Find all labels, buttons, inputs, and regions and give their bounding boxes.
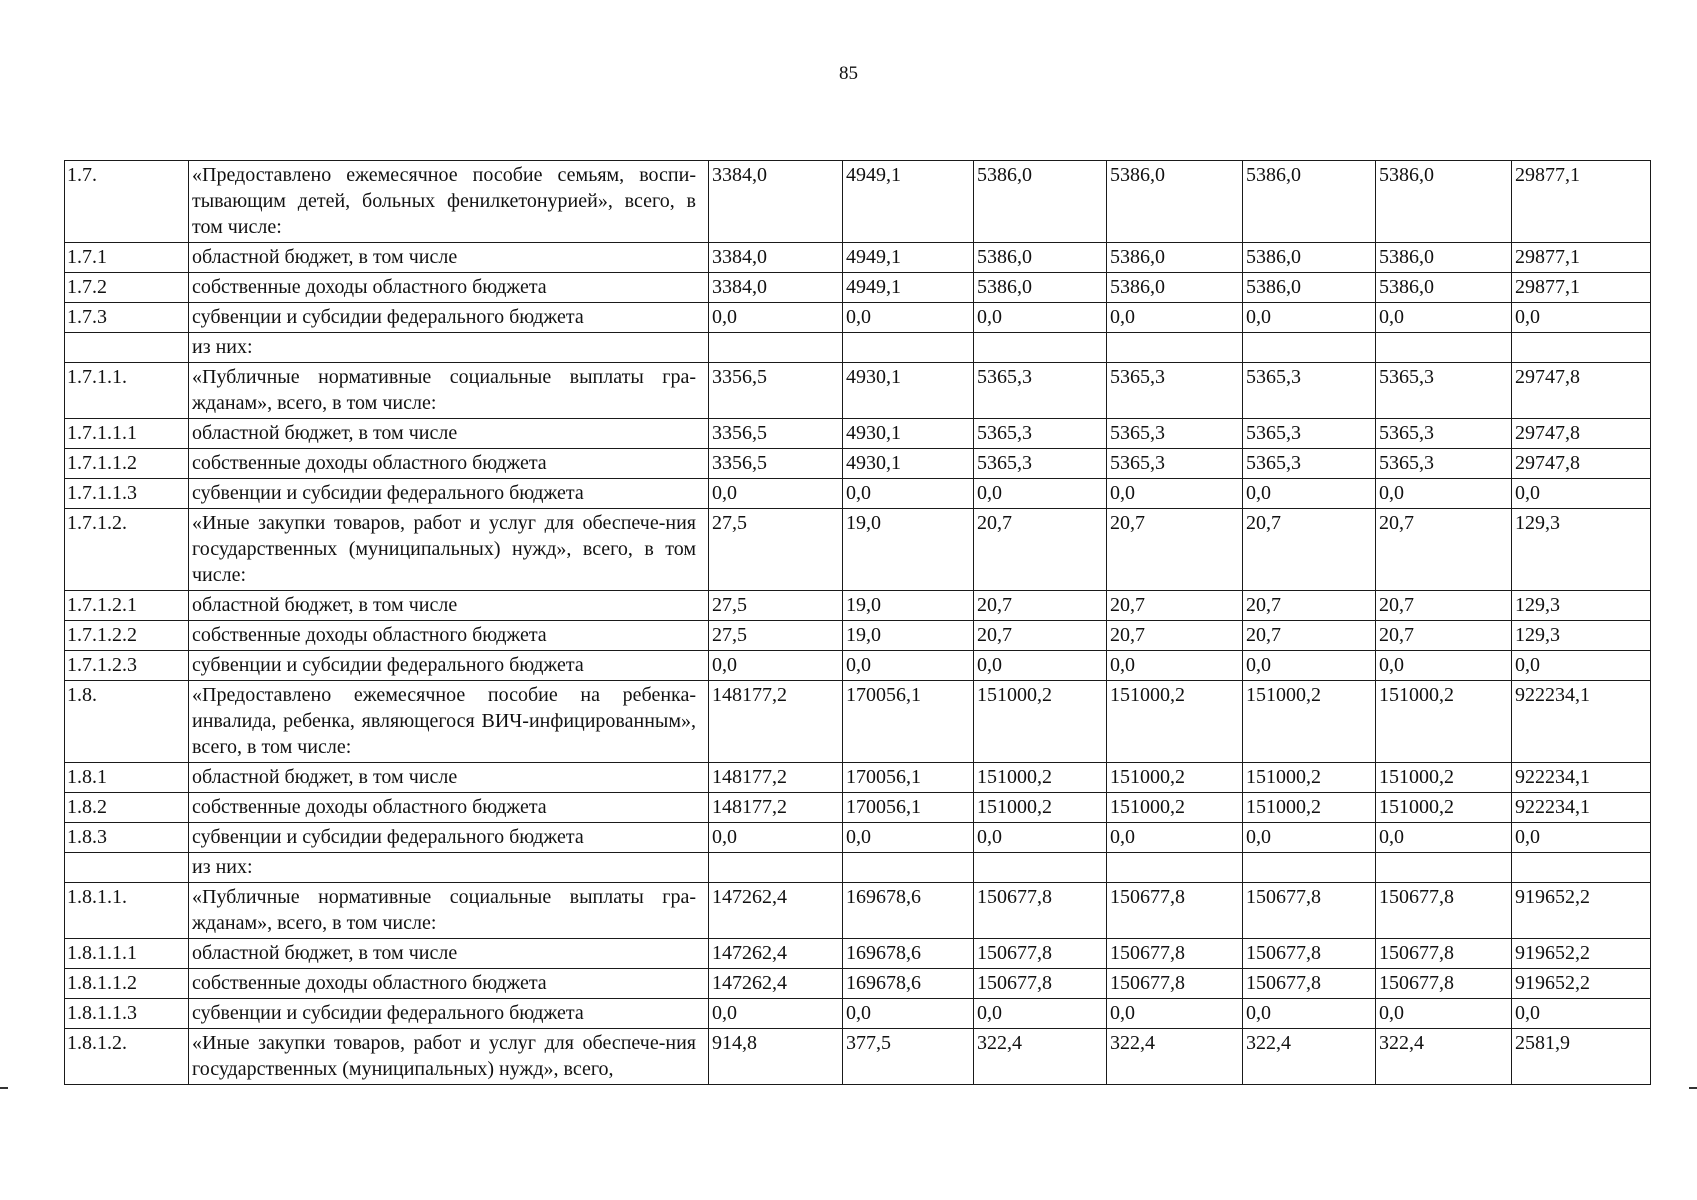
- row-value-3: 322,4: [974, 1029, 1107, 1085]
- row-value-2: 169678,6: [843, 883, 974, 939]
- row-value-6: 322,4: [1376, 1029, 1512, 1085]
- row-value-2: 0,0: [843, 479, 974, 509]
- row-value-4: 150677,8: [1107, 969, 1243, 999]
- row-value-3: 151000,2: [974, 793, 1107, 823]
- row-value-3: 150677,8: [974, 939, 1107, 969]
- table-row: [65, 763, 1651, 793]
- row-value-4: 0,0: [1107, 479, 1243, 509]
- row-value-3: [974, 853, 1107, 883]
- row-value-2: 4930,1: [843, 363, 974, 419]
- table-row: [65, 939, 1651, 969]
- row-value-4: 5365,3: [1107, 363, 1243, 419]
- row-value-3: 5365,3: [974, 363, 1107, 419]
- row-value-7: [1512, 853, 1651, 883]
- row-value-1: 147262,4: [709, 883, 843, 939]
- row-value-6: 151000,2: [1376, 763, 1512, 793]
- row-code: 1.7.1.2.: [65, 509, 189, 591]
- table-row: [65, 999, 1651, 1029]
- row-value-5: 5365,3: [1243, 419, 1376, 449]
- row-value-3: 0,0: [974, 999, 1107, 1029]
- row-name: из них:: [189, 333, 709, 363]
- row-value-4: 322,4: [1107, 1029, 1243, 1085]
- row-name: областной бюджет, в том числе: [189, 419, 709, 449]
- row-value-4: 20,7: [1107, 621, 1243, 651]
- row-value-4: 5386,0: [1107, 243, 1243, 273]
- row-value-3: 150677,8: [974, 883, 1107, 939]
- row-value-6: 0,0: [1376, 303, 1512, 333]
- row-value-3: 5386,0: [974, 161, 1107, 243]
- row-value-7: 29877,1: [1512, 273, 1651, 303]
- row-value-1: 3356,5: [709, 363, 843, 419]
- row-value-4: 20,7: [1107, 591, 1243, 621]
- row-value-3: 20,7: [974, 621, 1107, 651]
- row-value-2: 4949,1: [843, 161, 974, 243]
- row-value-4: 151000,2: [1107, 763, 1243, 793]
- row-value-4: 151000,2: [1107, 793, 1243, 823]
- table-row: [65, 1029, 1651, 1085]
- row-value-7: 29877,1: [1512, 161, 1651, 243]
- scan-edge-mark-left: [0, 1087, 8, 1089]
- row-value-1: 3384,0: [709, 243, 843, 273]
- row-value-2: 0,0: [843, 303, 974, 333]
- table-row: [65, 161, 1651, 243]
- row-value-3: 0,0: [974, 823, 1107, 853]
- row-value-5: [1243, 853, 1376, 883]
- table-row: [65, 333, 1651, 363]
- row-name: собственные доходы областного бюджета: [189, 449, 709, 479]
- row-code: 1.7.1.1.3: [65, 479, 189, 509]
- row-value-5: 0,0: [1243, 479, 1376, 509]
- row-value-7: 29747,8: [1512, 363, 1651, 419]
- row-value-5: 5386,0: [1243, 161, 1376, 243]
- budget-table: [64, 160, 1651, 1085]
- table-row: [65, 303, 1651, 333]
- table-row: [65, 681, 1651, 763]
- row-value-7: 0,0: [1512, 999, 1651, 1029]
- row-value-1: [709, 853, 843, 883]
- row-value-2: [843, 333, 974, 363]
- row-value-4: 20,7: [1107, 509, 1243, 591]
- row-value-3: 0,0: [974, 303, 1107, 333]
- row-value-5: 20,7: [1243, 591, 1376, 621]
- row-value-7: 0,0: [1512, 479, 1651, 509]
- row-name: субвенции и субсидии федерального бюджета: [189, 651, 709, 681]
- row-code: 1.8.3: [65, 823, 189, 853]
- row-value-6: 0,0: [1376, 823, 1512, 853]
- row-value-1: 3384,0: [709, 161, 843, 243]
- row-code: 1.7.2: [65, 273, 189, 303]
- row-value-6: 0,0: [1376, 479, 1512, 509]
- row-name: «Предоставлено ежемесячное пособие на ребенка-инвалида, ребенка, являющегося ВИЧ-инфицированным», всего, в том числе:: [189, 681, 709, 763]
- row-value-2: 4930,1: [843, 449, 974, 479]
- row-value-2: 169678,6: [843, 969, 974, 999]
- row-value-4: 0,0: [1107, 999, 1243, 1029]
- row-value-2: 0,0: [843, 999, 974, 1029]
- row-value-7: 0,0: [1512, 651, 1651, 681]
- row-value-1: 147262,4: [709, 939, 843, 969]
- table-row: [65, 449, 1651, 479]
- row-value-5: 151000,2: [1243, 763, 1376, 793]
- row-value-5: 20,7: [1243, 621, 1376, 651]
- row-value-5: 0,0: [1243, 999, 1376, 1029]
- row-value-6: 5365,3: [1376, 419, 1512, 449]
- row-name: собственные доходы областного бюджета: [189, 273, 709, 303]
- row-value-6: 5386,0: [1376, 243, 1512, 273]
- row-value-1: 27,5: [709, 591, 843, 621]
- row-value-1: 914,8: [709, 1029, 843, 1085]
- row-value-2: 0,0: [843, 651, 974, 681]
- row-value-2: 19,0: [843, 621, 974, 651]
- table-row: [65, 479, 1651, 509]
- row-code: 1.7.: [65, 161, 189, 243]
- row-value-1: 0,0: [709, 479, 843, 509]
- row-value-3: [974, 333, 1107, 363]
- table-row: [65, 969, 1651, 999]
- row-value-6: 5386,0: [1376, 273, 1512, 303]
- row-value-7: [1512, 333, 1651, 363]
- row-value-4: 151000,2: [1107, 681, 1243, 763]
- row-value-6: [1376, 333, 1512, 363]
- row-value-5: 0,0: [1243, 823, 1376, 853]
- table-row: [65, 621, 1651, 651]
- row-name: субвенции и субсидии федерального бюджета: [189, 823, 709, 853]
- table-row: [65, 591, 1651, 621]
- row-value-6: 20,7: [1376, 591, 1512, 621]
- row-code: 1.8.: [65, 681, 189, 763]
- row-value-5: 5386,0: [1243, 243, 1376, 273]
- row-value-2: 377,5: [843, 1029, 974, 1085]
- row-value-1: 0,0: [709, 823, 843, 853]
- row-code: 1.8.1.1.: [65, 883, 189, 939]
- row-value-2: 170056,1: [843, 793, 974, 823]
- table-row: [65, 853, 1651, 883]
- row-value-3: 5386,0: [974, 273, 1107, 303]
- row-value-3: 150677,8: [974, 969, 1107, 999]
- row-code: 1.8.1: [65, 763, 189, 793]
- row-value-4: 0,0: [1107, 303, 1243, 333]
- row-value-7: 919652,2: [1512, 939, 1651, 969]
- row-value-3: 0,0: [974, 651, 1107, 681]
- row-value-7: 129,3: [1512, 509, 1651, 591]
- row-value-5: 150677,8: [1243, 939, 1376, 969]
- row-value-1: [709, 333, 843, 363]
- row-code: 1.7.1.1.2: [65, 449, 189, 479]
- row-value-7: 919652,2: [1512, 883, 1651, 939]
- row-value-5: 5365,3: [1243, 449, 1376, 479]
- row-value-4: [1107, 853, 1243, 883]
- table-row: [65, 273, 1651, 303]
- table-row: [65, 363, 1651, 419]
- row-value-1: 27,5: [709, 509, 843, 591]
- row-code: [65, 333, 189, 363]
- row-code: 1.7.1.1.1: [65, 419, 189, 449]
- row-value-5: 0,0: [1243, 651, 1376, 681]
- table-row: [65, 823, 1651, 853]
- row-name: «Предоставлено ежемесячное пособие семьям, воспи-тывающим детей, больных фенилкетонурией», всего, в том числе:: [189, 161, 709, 243]
- row-value-4: 0,0: [1107, 823, 1243, 853]
- row-value-1: 147262,4: [709, 969, 843, 999]
- row-value-6: [1376, 853, 1512, 883]
- row-value-1: 0,0: [709, 999, 843, 1029]
- row-value-2: 19,0: [843, 509, 974, 591]
- row-value-6: 20,7: [1376, 621, 1512, 651]
- row-value-6: 0,0: [1376, 651, 1512, 681]
- row-value-4: 5365,3: [1107, 419, 1243, 449]
- row-value-1: 27,5: [709, 621, 843, 651]
- row-value-5: 151000,2: [1243, 793, 1376, 823]
- row-value-6: 151000,2: [1376, 681, 1512, 763]
- row-value-2: 19,0: [843, 591, 974, 621]
- row-name: областной бюджет, в том числе: [189, 591, 709, 621]
- row-name: субвенции и субсидии федерального бюджета: [189, 303, 709, 333]
- row-name: из них:: [189, 853, 709, 883]
- row-value-3: 20,7: [974, 509, 1107, 591]
- row-value-6: 5365,3: [1376, 449, 1512, 479]
- row-value-2: 170056,1: [843, 681, 974, 763]
- row-value-6: 0,0: [1376, 999, 1512, 1029]
- table-row: [65, 651, 1651, 681]
- row-name: областной бюджет, в том числе: [189, 243, 709, 273]
- row-code: 1.8.1.1.3: [65, 999, 189, 1029]
- row-name: субвенции и субсидии федерального бюджета: [189, 479, 709, 509]
- row-value-1: 3384,0: [709, 273, 843, 303]
- row-value-5: 5365,3: [1243, 363, 1376, 419]
- row-value-7: 29747,8: [1512, 419, 1651, 449]
- row-value-2: [843, 853, 974, 883]
- page-number: 85: [839, 63, 858, 84]
- row-value-5: 151000,2: [1243, 681, 1376, 763]
- row-value-1: 148177,2: [709, 763, 843, 793]
- row-value-5: 0,0: [1243, 303, 1376, 333]
- row-code: 1.7.1.2.3: [65, 651, 189, 681]
- row-value-4: 150677,8: [1107, 883, 1243, 939]
- table-row: [65, 509, 1651, 591]
- table-row: [65, 243, 1651, 273]
- row-code: 1.7.1.1.: [65, 363, 189, 419]
- row-value-5: 150677,8: [1243, 883, 1376, 939]
- table-row: [65, 419, 1651, 449]
- row-value-7: 129,3: [1512, 591, 1651, 621]
- table-row: [65, 883, 1651, 939]
- table-body: [65, 161, 1651, 1085]
- row-name: областной бюджет, в том числе: [189, 763, 709, 793]
- row-value-7: 129,3: [1512, 621, 1651, 651]
- row-value-4: 5386,0: [1107, 273, 1243, 303]
- row-code: 1.8.2: [65, 793, 189, 823]
- row-value-1: 3356,5: [709, 419, 843, 449]
- row-value-2: 0,0: [843, 823, 974, 853]
- row-code: 1.7.3: [65, 303, 189, 333]
- row-value-4: 150677,8: [1107, 939, 1243, 969]
- row-value-7: 29877,1: [1512, 243, 1651, 273]
- row-value-2: 4930,1: [843, 419, 974, 449]
- row-value-6: 151000,2: [1376, 793, 1512, 823]
- row-value-6: 20,7: [1376, 509, 1512, 591]
- row-value-6: 150677,8: [1376, 969, 1512, 999]
- row-value-1: 148177,2: [709, 681, 843, 763]
- table-row: [65, 793, 1651, 823]
- scan-edge-mark-right: [1689, 1087, 1697, 1089]
- row-value-4: 0,0: [1107, 651, 1243, 681]
- row-value-2: 170056,1: [843, 763, 974, 793]
- row-value-4: 5365,3: [1107, 449, 1243, 479]
- row-value-6: 5386,0: [1376, 161, 1512, 243]
- row-value-7: 29747,8: [1512, 449, 1651, 479]
- row-value-6: 150677,8: [1376, 939, 1512, 969]
- row-value-7: 922234,1: [1512, 681, 1651, 763]
- row-value-3: 20,7: [974, 591, 1107, 621]
- row-value-3: 5365,3: [974, 419, 1107, 449]
- row-code: 1.8.1.1.2: [65, 969, 189, 999]
- row-name: собственные доходы областного бюджета: [189, 621, 709, 651]
- row-value-7: 2581,9: [1512, 1029, 1651, 1085]
- row-value-1: 148177,2: [709, 793, 843, 823]
- row-code: [65, 853, 189, 883]
- row-name: собственные доходы областного бюджета: [189, 969, 709, 999]
- row-value-5: 150677,8: [1243, 969, 1376, 999]
- row-value-1: 0,0: [709, 303, 843, 333]
- row-value-6: 5365,3: [1376, 363, 1512, 419]
- row-value-1: 0,0: [709, 651, 843, 681]
- row-code: 1.7.1.2.1: [65, 591, 189, 621]
- row-value-5: 322,4: [1243, 1029, 1376, 1085]
- row-value-6: 150677,8: [1376, 883, 1512, 939]
- row-name: собственные доходы областного бюджета: [189, 793, 709, 823]
- row-value-3: 151000,2: [974, 681, 1107, 763]
- row-value-7: 922234,1: [1512, 793, 1651, 823]
- row-value-2: 4949,1: [843, 273, 974, 303]
- row-name: «Публичные нормативные социальные выплаты гра-жданам», всего, в том числе:: [189, 363, 709, 419]
- row-code: 1.7.1.2.2: [65, 621, 189, 651]
- row-value-4: [1107, 333, 1243, 363]
- row-value-3: 0,0: [974, 479, 1107, 509]
- row-value-4: 5386,0: [1107, 161, 1243, 243]
- row-value-3: 5386,0: [974, 243, 1107, 273]
- row-value-2: 169678,6: [843, 939, 974, 969]
- row-code: 1.8.1.1.1: [65, 939, 189, 969]
- row-name: субвенции и субсидии федерального бюджета: [189, 999, 709, 1029]
- row-value-7: 922234,1: [1512, 763, 1651, 793]
- row-value-5: [1243, 333, 1376, 363]
- row-value-2: 4949,1: [843, 243, 974, 273]
- row-name: «Иные закупки товаров, работ и услуг для обеспече-ния государственных (муниципальных) нужд», всего, в том числе:: [189, 509, 709, 591]
- row-value-7: 0,0: [1512, 303, 1651, 333]
- row-value-3: 5365,3: [974, 449, 1107, 479]
- row-name: «Публичные нормативные социальные выплаты гра-жданам», всего, в том числе:: [189, 883, 709, 939]
- row-value-1: 3356,5: [709, 449, 843, 479]
- row-code: 1.7.1: [65, 243, 189, 273]
- row-value-5: 5386,0: [1243, 273, 1376, 303]
- row-value-3: 151000,2: [974, 763, 1107, 793]
- row-name: областной бюджет, в том числе: [189, 939, 709, 969]
- row-code: 1.8.1.2.: [65, 1029, 189, 1085]
- row-value-7: 0,0: [1512, 823, 1651, 853]
- row-value-5: 20,7: [1243, 509, 1376, 591]
- row-value-7: 919652,2: [1512, 969, 1651, 999]
- row-name: «Иные закупки товаров, работ и услуг для обеспече-ния государственных (муниципальных) нужд», всего,: [189, 1029, 709, 1085]
